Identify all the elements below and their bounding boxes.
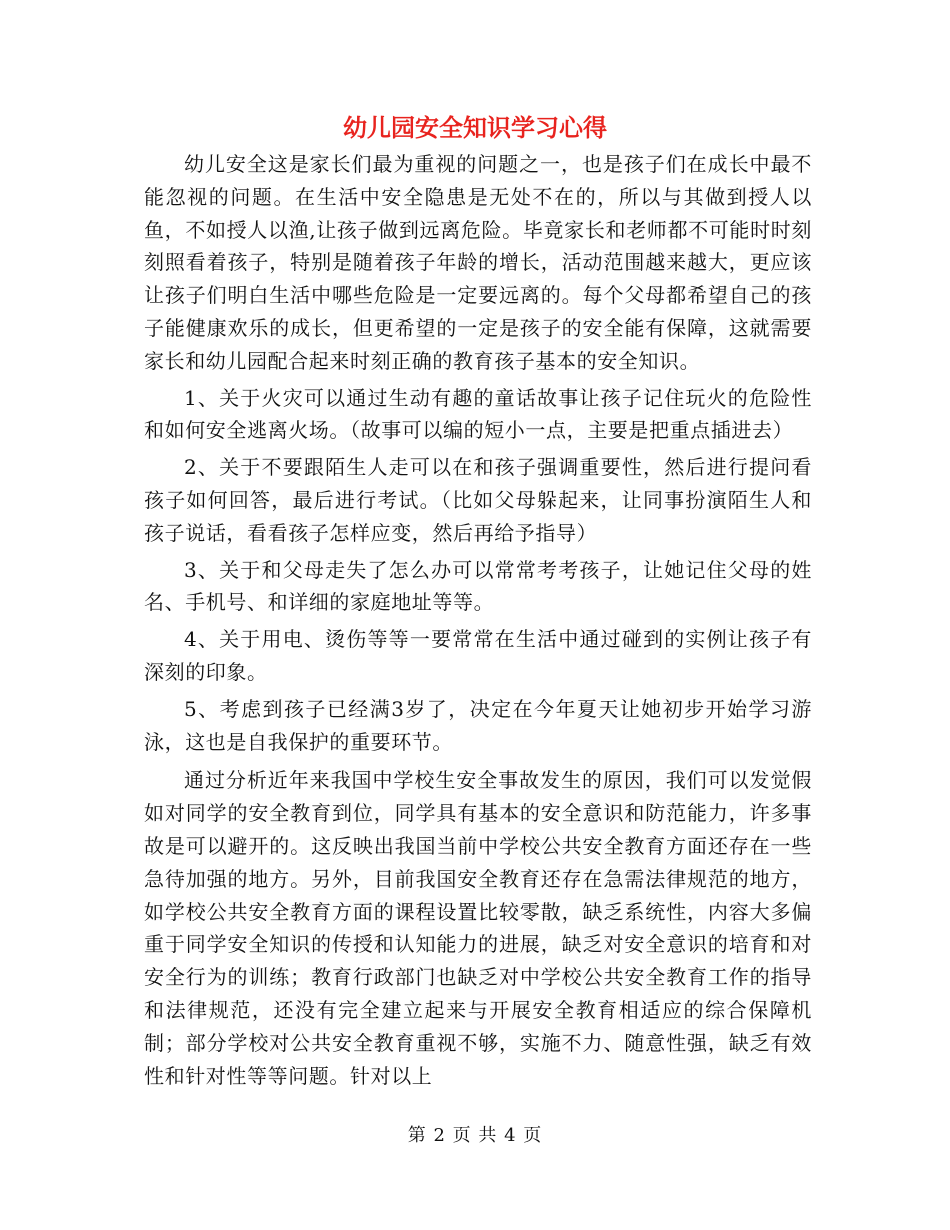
paragraph-intro: 幼儿安全这是家长们最为重视的问题之一，也是孩子们在成长中最不能忽视的问题。在生活中安全隐患是无处不在的，所以与其做到授人以鱼，不如授人以渔,让孩子做到远离危险。毕竟家长和老师都不可能时时刻刻照看着孩子，特别是随着孩子年龄的增长，活动范围越来越大，更应该让孩子们明白生活中哪些危险是一定要远离的。每个父母都希望自己的孩子能健康欢乐的成长，但更希望的一定是孩子的安全能有保障，这就需要家长和幼儿园配合起来时刻正确的教育孩子基本的安全知识。 bbox=[144, 152, 812, 373]
paragraph-analysis: 通过分析近年来我国中学校生安全事故发生的原因，我们可以发觉假如对同学的安全教育到位，同学具有基本的安全意识和防范能力，许多事故是可以避开的。这反映出我国当前中学校公共安全教育方面还存在一些急待加强的地方。另外，目前我国安全教育还存在急需法律规范的地方，如学校公共安全教育方面的课程设置比较零散，缺乏系统性，内容大多偏重于同学安全知识的传授和认知能力的进展，缺乏对安全意识的培育和对安全行为的训练；教育行政部门也缺乏对中学校公共安全教育工作的指导和法律规范，还没有完全建立起来与开展安全教育相适应的综合保障机制；部分学校对公共安全教育重视不够，实施不力、随意性强，缺乏有效性和针对性等等问题。针对以上 bbox=[144, 768, 812, 1088]
list-item-swimming: 5、考虑到孩子已经满3岁了，决定在今年夏天让她初步开始学习游泳，这也是自我保护的重要环节。 bbox=[144, 696, 812, 754]
page-number-footer: 第 2 页 共 4 页 bbox=[407, 1125, 543, 1146]
document-title: 幼儿园安全知识学习心得 bbox=[343, 113, 607, 142]
list-item-electricity: 4、关于用电、烫伤等等一要常常在生活中通过碰到的实例让孩子有深刻的印象。 bbox=[144, 627, 812, 684]
list-item-strangers: 2、关于不要跟陌生人走可以在和孩子强调重要性，然后进行提问看孩子如何回答，最后进行考试。（比如父母躲起来，让同事扮演陌生人和孩子说话，看看孩子怎样应变，然后再给予指导） bbox=[144, 455, 812, 545]
list-item-lost: 3、关于和父母走失了怎么办可以常常考考孩子，让她记住父母的姓名、手机号、和详细的家庭地址等等。 bbox=[144, 557, 812, 615]
list-item-fire: 1、关于火灾可以通过生动有趣的童话故事让孩子记住玩火的危险性和如何安全逃离火场。（故事可以编的短小一点，主要是把重点插进去） bbox=[144, 385, 812, 443]
document-body bbox=[144, 148, 812, 1092]
